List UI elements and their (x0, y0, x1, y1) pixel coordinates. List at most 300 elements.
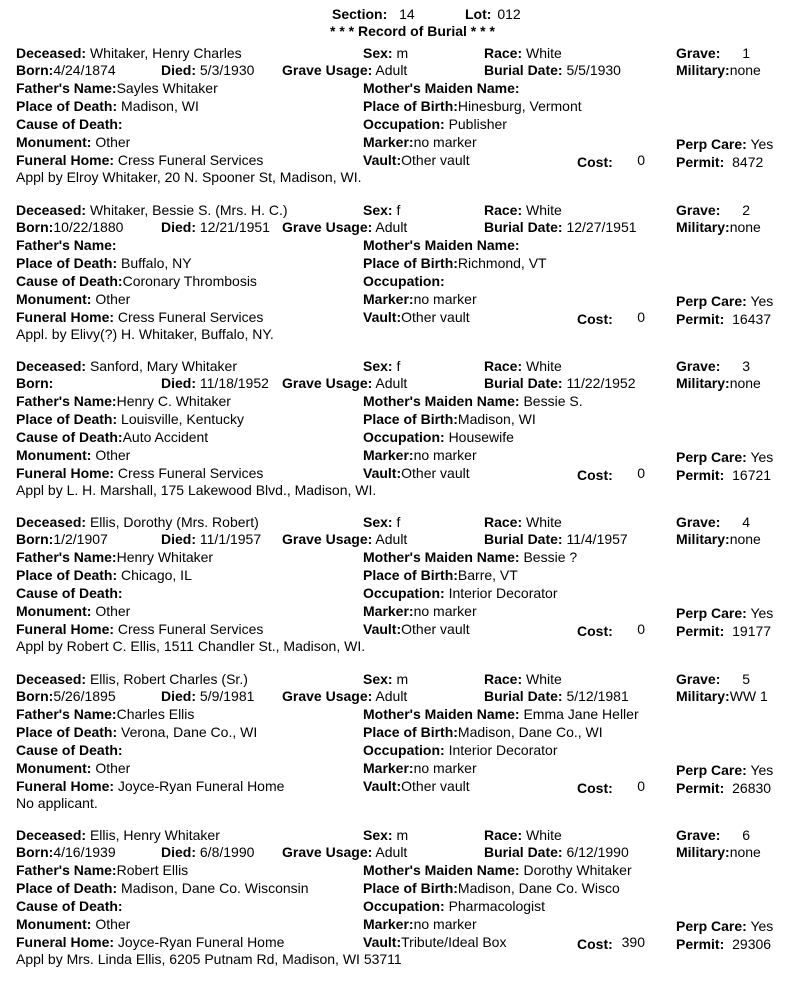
race-field (484, 357, 562, 375)
burial-date-field (484, 843, 640, 861)
mother-field (363, 548, 577, 566)
military-label: Military: (676, 844, 730, 860)
applicant-line (16, 325, 274, 343)
funeral-home-value: Cress Funeral Services (117, 465, 264, 481)
deceased-field (16, 357, 237, 375)
grave-field (676, 357, 750, 375)
vault-field (363, 777, 470, 795)
mother-field (363, 79, 520, 97)
mother-label: Mother's Maiden Name: (363, 706, 520, 722)
cost-value: 0 (637, 309, 645, 325)
place-of-birth-value: Barre, VT (457, 567, 518, 583)
grave-usage-label: Grave Usage: (282, 844, 373, 860)
applicant-line (16, 950, 402, 968)
applicant-value: Appl by Elroy Whitaker, 20 N. Spooner St, Madison, WI. (16, 169, 362, 185)
military-field (676, 687, 768, 705)
monument-value: Other (95, 760, 131, 776)
cost-value: 0 (637, 621, 645, 637)
grave-value: 1 (742, 45, 751, 61)
sex-value: f (396, 514, 401, 530)
sex-field (363, 357, 400, 375)
cost-label: Cost: (577, 780, 613, 796)
perp-care-label: Perp Care: (676, 918, 747, 934)
deceased-field (16, 670, 248, 688)
vault-label: Vault: (363, 778, 402, 794)
permit-field (676, 153, 763, 171)
mother-field (363, 705, 639, 723)
funeral-home-field (16, 151, 263, 169)
burial-record-grave-2 (0, 201, 800, 358)
occupation-label: Occupation: (363, 898, 445, 914)
died-field (161, 687, 254, 705)
marker-label: Marker: (363, 916, 414, 932)
marker-value: no marker (413, 134, 477, 150)
father-field (16, 705, 194, 723)
place-of-death-label: Place of Death: (16, 411, 118, 427)
burial-date-label: Burial Date: (484, 844, 563, 860)
monument-field (16, 290, 130, 308)
grave-label: Grave: (676, 827, 721, 843)
cause-of-death-label: Cause of Death: (16, 273, 123, 289)
race-field (484, 201, 562, 219)
permit-field (676, 779, 771, 797)
occupation-label: Occupation: (363, 585, 445, 601)
perp-care-label: Perp Care: (676, 762, 747, 778)
mother-value: Bessie ? (523, 549, 578, 565)
applicant-line (16, 794, 98, 812)
father-value: Robert Ellis (116, 862, 189, 878)
cost-value-cell (600, 464, 645, 482)
funeral-home-label: Funeral Home: (16, 934, 115, 950)
sex-field (363, 670, 408, 688)
place-of-death-label: Place of Death: (16, 98, 118, 114)
mother-label: Mother's Maiden Name: (363, 80, 520, 96)
grave-value: 2 (742, 202, 751, 218)
permit-label: Permit: (676, 936, 725, 952)
occupation-field (363, 741, 558, 759)
cost-value-cell (600, 308, 645, 326)
burial-date-value: 6/12/1990 (566, 844, 629, 860)
grave-usage-value: Adult (375, 844, 408, 860)
father-label: Father's Name: (16, 237, 117, 253)
vault-field (363, 464, 470, 482)
grave-usage-label: Grave Usage: (282, 688, 373, 704)
cause-of-death-label: Cause of Death: (16, 116, 123, 132)
occupation-value: Publisher (448, 116, 507, 132)
grave-usage-label: Grave Usage: (282, 375, 373, 391)
deceased-label: Deceased: (16, 827, 87, 843)
vault-label: Vault: (363, 465, 402, 481)
burial-record-grave-1 (0, 44, 800, 201)
born-label: Born: (16, 688, 54, 704)
place-of-death-value: Madison, Dane Co. Wisconsin (121, 880, 309, 896)
grave-label: Grave: (676, 358, 721, 374)
grave-value: 3 (742, 358, 751, 374)
sex-field (363, 826, 408, 844)
vault-label: Vault: (363, 152, 402, 168)
section-label: Section: (332, 6, 388, 22)
place-of-birth-value: Richmond, VT (457, 255, 547, 271)
mother-field (363, 392, 583, 410)
grave-label: Grave: (676, 45, 721, 61)
military-label: Military: (676, 688, 730, 704)
monument-field (16, 133, 130, 151)
military-field (676, 61, 761, 79)
sex-label: Sex: (363, 671, 393, 687)
military-label: Military: (676, 62, 730, 78)
sex-value: m (396, 827, 409, 843)
grave-label: Grave: (676, 202, 721, 218)
race-value: White (526, 358, 562, 374)
section-header (332, 6, 415, 22)
race-label: Race: (484, 358, 523, 374)
perp-care-value: Yes (750, 136, 774, 152)
burial-date-value: 5/5/1930 (566, 62, 621, 78)
race-label: Race: (484, 827, 523, 843)
cost-label: Cost: (577, 154, 613, 170)
permit-value: 29306 (732, 936, 772, 952)
monument-label: Monument: (16, 760, 92, 776)
occupation-value: Interior Decorator (448, 742, 558, 758)
deceased-value: Ellis, Henry Whitaker (89, 827, 220, 843)
vault-value: Other vault (401, 152, 470, 168)
born-label: Born: (16, 219, 54, 235)
grave-usage-label: Grave Usage: (282, 531, 373, 547)
father-label: Father's Name: (16, 80, 117, 96)
deceased-field (16, 44, 242, 62)
military-label: Military: (676, 219, 730, 235)
occupation-label: Occupation: (363, 116, 445, 132)
marker-value: no marker (413, 603, 477, 619)
place-of-birth-value: Hinesburg, Vermont (457, 98, 582, 114)
deceased-label: Deceased: (16, 514, 87, 530)
perp-care-field (676, 604, 773, 622)
vault-value: Tribute/Ideal Box (401, 934, 507, 950)
born-value: 5/26/1895 (53, 688, 116, 704)
cause-of-death-field (16, 272, 257, 290)
place-of-birth-field (363, 97, 643, 115)
grave-field (676, 670, 750, 688)
perp-care-field (676, 448, 773, 466)
born-field (16, 218, 123, 236)
born-field (16, 374, 53, 392)
place-of-death-label: Place of Death: (16, 880, 118, 896)
cause-of-death-value: Coronary Thrombosis (122, 273, 257, 289)
monument-value: Other (95, 447, 131, 463)
cause-of-death-label: Cause of Death: (16, 742, 123, 758)
father-field (16, 861, 188, 879)
occupation-field (363, 897, 545, 915)
cost-value: 0 (637, 152, 645, 168)
perp-care-field (676, 917, 773, 935)
cost-value-cell (600, 620, 645, 638)
monument-value: Other (95, 916, 131, 932)
place-of-death-value: Chicago, IL (121, 567, 192, 583)
mother-value: Emma Jane Heller (523, 706, 639, 722)
died-value: 11/18/1952 (199, 375, 269, 391)
grave-usage-field (282, 530, 407, 548)
vault-field (363, 308, 470, 326)
vault-label: Vault: (363, 621, 402, 637)
place-of-birth-label: Place of Birth: (363, 724, 458, 740)
funeral-home-field (16, 308, 263, 326)
vault-value: Other vault (401, 465, 470, 481)
born-label: Born: (16, 844, 54, 860)
page-title (330, 23, 495, 39)
place-of-death-label: Place of Death: (16, 255, 118, 271)
grave-field (676, 44, 750, 62)
died-field (161, 530, 261, 548)
father-field (16, 236, 117, 254)
father-label: Father's Name: (16, 862, 117, 878)
military-value: none (729, 844, 761, 860)
father-field (16, 392, 231, 410)
race-value: White (526, 827, 562, 843)
permit-value: 19177 (732, 623, 772, 639)
burial-date-value: 5/12/1981 (566, 688, 629, 704)
section-value: 14 (399, 6, 415, 22)
burial-date-label: Burial Date: (484, 219, 563, 235)
grave-field (676, 826, 750, 844)
vault-label: Vault: (363, 934, 402, 950)
cost-value: 0 (637, 465, 645, 481)
perp-care-field (676, 135, 773, 153)
sex-field (363, 513, 400, 531)
race-label: Race: (484, 671, 523, 687)
grave-usage-value: Adult (375, 375, 408, 391)
cause-of-death-field (16, 115, 123, 133)
mother-value: Bessie S. (523, 393, 583, 409)
died-value: 6/8/1990 (199, 844, 255, 860)
burial-date-label: Burial Date: (484, 375, 563, 391)
deceased-value: Sanford, Mary Whitaker (89, 358, 237, 374)
place-of-death-value: Louisville, Kentucky (121, 411, 244, 427)
funeral-home-label: Funeral Home: (16, 621, 115, 637)
grave-usage-field (282, 374, 407, 392)
grave-usage-field (282, 687, 407, 705)
mother-label: Mother's Maiden Name: (363, 393, 520, 409)
occupation-label: Occupation: (363, 742, 445, 758)
sex-value: f (396, 358, 401, 374)
marker-label: Marker: (363, 291, 414, 307)
permit-label: Permit: (676, 780, 725, 796)
died-value: 11/1/1957 (199, 531, 262, 547)
place-of-death-field (16, 723, 257, 741)
monument-label: Monument: (16, 291, 92, 307)
funeral-home-label: Funeral Home: (16, 309, 115, 325)
sex-label: Sex: (363, 827, 393, 843)
place-of-birth-label: Place of Birth: (363, 567, 458, 583)
burial-record-grave-6 (0, 826, 800, 983)
vault-field (363, 151, 470, 169)
race-label: Race: (484, 45, 523, 61)
marker-value: no marker (413, 916, 477, 932)
occupation-field (363, 428, 514, 446)
occupation-label: Occupation: (363, 429, 445, 445)
place-of-death-label: Place of Death: (16, 567, 118, 583)
died-label: Died: (161, 219, 196, 235)
military-field (676, 530, 761, 548)
grave-value: 6 (742, 827, 751, 843)
applicant-value: Appl. by Elivy(?) H. Whitaker, Buffalo, NY. (16, 326, 274, 342)
monument-field (16, 602, 130, 620)
perp-care-label: Perp Care: (676, 605, 747, 621)
burial-date-value: 12/27/1951 (566, 219, 637, 235)
father-label: Father's Name: (16, 549, 117, 565)
burial-record-grave-4 (0, 513, 800, 670)
military-value: none (729, 375, 761, 391)
monument-label: Monument: (16, 447, 92, 463)
cost-value: 0 (637, 778, 645, 794)
marker-field (363, 915, 477, 933)
lot-value: 012 (497, 6, 521, 22)
vault-value: Other vault (401, 621, 470, 637)
cause-of-death-field (16, 741, 123, 759)
place-of-birth-label: Place of Birth: (363, 411, 458, 427)
born-value: 1/2/1907 (53, 531, 108, 547)
place-of-death-field (16, 97, 199, 115)
permit-value: 26830 (732, 780, 772, 796)
permit-label: Permit: (676, 467, 725, 483)
race-value: White (526, 202, 562, 218)
funeral-home-value: Joyce-Ryan Funeral Home (117, 778, 285, 794)
mother-label: Mother's Maiden Name: (363, 862, 520, 878)
cost-label: Cost: (577, 623, 613, 639)
place-of-death-field (16, 566, 192, 584)
father-value: Sayles Whitaker (116, 80, 218, 96)
grave-value: 5 (742, 671, 751, 687)
occupation-value: Housewife (448, 429, 514, 445)
sex-label: Sex: (363, 514, 393, 530)
monument-field (16, 759, 130, 777)
born-value: 4/16/1939 (53, 844, 116, 860)
father-value: Charles Ellis (116, 706, 195, 722)
funeral-home-value: Cress Funeral Services (117, 621, 264, 637)
mother-value: Dorothy Whitaker (523, 862, 632, 878)
marker-value: no marker (413, 291, 477, 307)
deceased-field (16, 513, 259, 531)
grave-label: Grave: (676, 671, 721, 687)
permit-field (676, 310, 771, 328)
grave-value: 4 (742, 514, 751, 530)
place-of-birth-field (363, 879, 643, 897)
sex-label: Sex: (363, 45, 393, 61)
vault-field (363, 933, 506, 951)
place-of-death-field (16, 410, 244, 428)
died-label: Died: (161, 688, 196, 704)
cost-value-cell (600, 151, 645, 169)
military-field (676, 843, 761, 861)
perp-care-label: Perp Care: (676, 136, 747, 152)
sex-field (363, 44, 408, 62)
cause-of-death-value: Auto Accident (122, 429, 209, 445)
applicant-value: Appl by Robert C. Ellis, 1511 Chandler St., Madison, WI. (16, 638, 366, 654)
died-label: Died: (161, 62, 196, 78)
place-of-birth-label: Place of Birth: (363, 880, 458, 896)
burial-record-grave-5 (0, 670, 800, 827)
place-of-birth-field (363, 254, 643, 272)
place-of-birth-label: Place of Birth: (363, 98, 458, 114)
cost-value: 390 (621, 934, 645, 950)
perp-care-value: Yes (750, 762, 774, 778)
perp-care-label: Perp Care: (676, 449, 747, 465)
died-value: 5/3/1930 (199, 62, 255, 78)
father-field (16, 548, 213, 566)
race-field (484, 513, 562, 531)
sex-value: m (396, 45, 409, 61)
born-field (16, 61, 116, 79)
born-label: Born: (16, 531, 54, 547)
grave-field (676, 513, 750, 531)
funeral-home-label: Funeral Home: (16, 778, 115, 794)
marker-label: Marker: (363, 603, 414, 619)
place-of-birth-field (363, 410, 643, 428)
cost-value-cell (600, 933, 645, 951)
cause-of-death-label: Cause of Death: (16, 429, 123, 445)
place-of-birth-value: Madison, Dane Co. Wisco (457, 880, 620, 896)
born-value: 4/24/1874 (53, 62, 116, 78)
father-label: Father's Name: (16, 706, 117, 722)
vault-value: Other vault (401, 778, 470, 794)
died-field (161, 61, 254, 79)
cause-of-death-label: Cause of Death: (16, 898, 123, 914)
monument-value: Other (95, 291, 131, 307)
military-value: none (729, 62, 761, 78)
place-of-birth-value: Madison, WI (457, 411, 536, 427)
military-field (676, 374, 761, 392)
died-label: Died: (161, 375, 196, 391)
permit-field (676, 935, 771, 953)
died-label: Died: (161, 844, 196, 860)
deceased-label: Deceased: (16, 671, 87, 687)
permit-label: Permit: (676, 154, 725, 170)
burial-date-field (484, 687, 640, 705)
applicant-line (16, 637, 365, 655)
perp-care-value: Yes (750, 918, 774, 934)
deceased-label: Deceased: (16, 45, 87, 61)
military-value: none (729, 219, 761, 235)
race-field (484, 826, 562, 844)
deceased-label: Deceased: (16, 358, 87, 374)
born-field (16, 687, 116, 705)
military-label: Military: (676, 375, 730, 391)
monument-field (16, 446, 130, 464)
lot-header (465, 6, 521, 22)
sex-label: Sex: (363, 358, 393, 374)
deceased-value: Ellis, Dorothy (Mrs. Robert) (89, 514, 259, 530)
burial-date-field (484, 218, 640, 236)
funeral-home-value: Cress Funeral Services (117, 309, 264, 325)
marker-field (363, 602, 477, 620)
military-value: WW 1 (729, 688, 768, 704)
died-field (161, 218, 270, 236)
occupation-field (363, 115, 507, 133)
cause-of-death-label: Cause of Death: (16, 585, 123, 601)
grave-usage-field (282, 61, 407, 79)
place-of-birth-field (363, 566, 643, 584)
applicant-value: Appl by L. H. Marshall, 175 Lakewood Blvd., Madison, WI. (16, 482, 377, 498)
grave-field (676, 201, 750, 219)
marker-field (363, 759, 477, 777)
occupation-value: Interior Decorator (448, 585, 558, 601)
military-field (676, 218, 761, 236)
perp-care-label: Perp Care: (676, 293, 747, 309)
born-value: 10/22/1880 (53, 219, 124, 235)
perp-care-field (676, 761, 773, 779)
monument-label: Monument: (16, 603, 92, 619)
burial-date-field (484, 374, 640, 392)
cause-of-death-field (16, 584, 123, 602)
